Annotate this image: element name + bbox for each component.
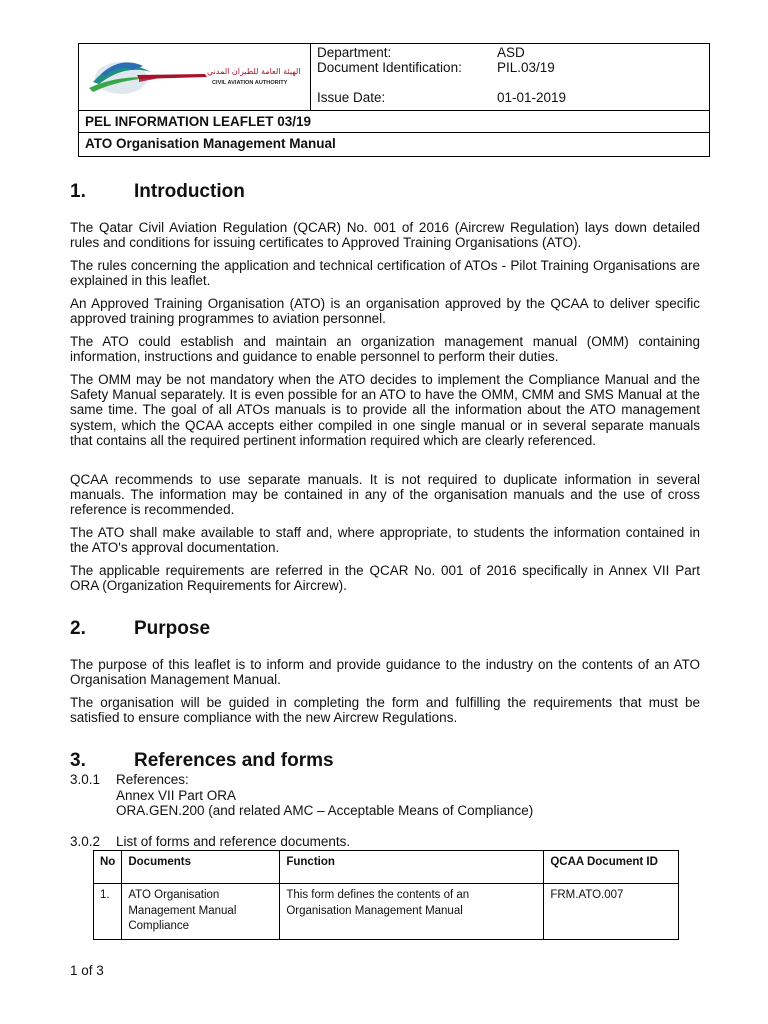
references-block [70,772,533,819]
doc-id-label: Document Identification: [317,60,462,75]
col-header-no: No [94,851,122,884]
forms-list-number: 3.0.2 [70,834,101,849]
intro-paragraph-3: An Approved Training Organisation (ATO) is an organisation approved by the QCAA to deliver specific approved training programmes to aviation personnel. [70,296,700,327]
section-1-number: 1. [70,181,86,202]
doc-id-value: PIL.03/19 [497,60,555,75]
intro-paragraph-8: The applicable requirements are referred in the QCAR No. 001 of 2016 specifically in Annex VII Part ORA (Organization Requirements for Aircrew). [70,563,700,594]
references-label: References: [116,772,189,787]
civil-aviation-authority-logo [79,44,308,108]
cell-no: 1. [94,884,122,940]
logo-english-text: CIVIL AVIATION AUTHORITY [212,80,288,86]
col-header-function: Function [280,851,544,884]
forms-list-label: List of forms and reference documents. [116,834,351,849]
intro-paragraph-5: The OMM may be not mandatory when the ATO decides to implement the Compliance Manual and the Safety Manual separately. It is even possible for an ATO to have the OMM, CMM and SMS Manual at the same time. The goal of all ATOs manuals is to provide all the information about the ATO management system, which the QCAA accepts either compiled in one single manual or in several separate manuals that contains all the required pertinent information required which are clearly referenced. [70,372,700,448]
issue-date-value: 01-01-2019 [497,90,567,105]
department-label: Department: [317,45,392,60]
section-2-number: 2. [70,618,86,639]
section-3-heading [70,750,334,772]
references-number: 3.0.1 [70,772,101,787]
reference-ora-gen: ORA.GEN.200 (and related AMC – Acceptable Means of Compliance) [116,803,534,818]
reference-annex: Annex VII Part ORA [116,787,237,803]
section-3-number: 3. [70,750,86,771]
leaflet-title: PEL INFORMATION LEAFLET 03/19 [79,111,709,133]
section-1-heading [70,181,245,203]
col-header-documents: Documents [122,851,280,884]
forms-table [93,850,679,940]
section-3-title: References and forms [134,750,334,771]
logo-cell [79,44,311,110]
issue-date-label: Issue Date: [317,90,386,105]
table-row [94,884,679,940]
intro-paragraph-2: The rules concerning the application and technical certification of ATOs - Pilot Training Organisations are explained in this leaflet. [70,258,700,289]
purpose-paragraph-1: The purpose of this leaflet is to inform and provide guidance to the industry on the contents of an ATO Organisation Management Manual. [70,657,700,688]
forms-table-header-row [94,851,679,884]
intro-paragraph-6: QCAA recommends to use separate manuals. It is not required to duplicate information in several manuals. The information may be contained in any of the organisation manuals and the use of cross reference is recommended. [70,472,700,518]
section-2-title: Purpose [134,618,211,639]
forms-list-label-row [70,834,350,850]
intro-paragraph-1: The Qatar Civil Aviation Regulation (QCAR) No. 001 of 2016 (Aircrew Regulation) lays down detailed rules and conditions for issuing certificates to Approved Training Organisations (ATO). [70,220,700,251]
department-value: ASD [497,45,525,60]
section-1-title: Introduction [134,181,245,202]
section-2-heading [70,618,210,640]
document-subject: ATO Organisation Management Manual [85,136,336,151]
cell-documents: ATO Organisation Management Manual Compliance [122,884,280,940]
page-number: 1 of 3 [70,963,104,978]
document-header [78,43,710,157]
cell-function: This form defines the contents of an Organisation Management Manual [280,884,544,940]
col-header-qcaa-id: QCAA Document ID [544,851,679,884]
header-meta [311,44,709,110]
cell-qcaa-id: FRM.ATO.007 [544,884,679,940]
intro-paragraph-4: The ATO could establish and maintain an organization management manual (OMM) containing information, instructions and guidance to enable personnel to perform their duties. [70,334,700,365]
logo-arabic-text: الهيئة العامة للطيران المدني [207,67,301,76]
intro-paragraph-7: The ATO shall make available to staff and, where appropriate, to students the information contained in the ATO's approval documentation. [70,525,700,556]
purpose-paragraph-2: The organisation will be guided in completing the form and fulfilling the requirements that must be satisfied to ensure compliance with the new Aircrew Regulations. [70,695,700,726]
